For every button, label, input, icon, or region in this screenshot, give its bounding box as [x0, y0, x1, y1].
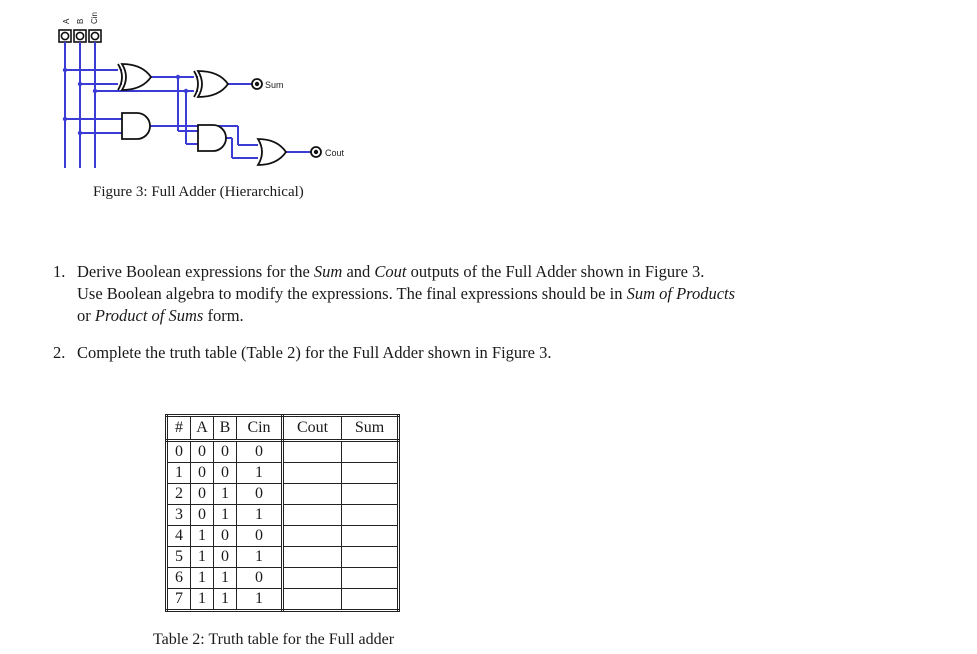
table-caption: Table 2: Truth table for the Full adder — [153, 631, 395, 648]
question-item — [53, 261, 873, 327]
question-text: form. — [203, 306, 244, 325]
cell-a: 1 — [191, 526, 214, 547]
cell-cin: 1 — [237, 547, 283, 568]
cell-a: 0 — [191, 463, 214, 484]
cell-b: 1 — [214, 484, 237, 505]
cell-a: 0 — [191, 484, 214, 505]
question-emphasis: Product of Sums — [94, 306, 204, 325]
question-number: 1. — [53, 262, 66, 281]
or-gate — [258, 139, 286, 165]
question-line — [77, 342, 873, 364]
question-text: or — [77, 306, 95, 325]
cell-sum[interactable] — [342, 526, 399, 547]
cell-b: 0 — [214, 526, 237, 547]
cell-sum[interactable] — [342, 505, 399, 526]
table-row — [167, 505, 399, 526]
cell-sum[interactable] — [342, 441, 399, 463]
question-emphasis: Sum of Products — [626, 284, 736, 303]
cell-a: 0 — [191, 505, 214, 526]
table-header-row — [167, 416, 399, 441]
cell-a: 1 — [191, 568, 214, 589]
xor-gate-1 — [118, 64, 151, 90]
cell-num: 5 — [167, 547, 191, 568]
cell-cout[interactable] — [283, 568, 342, 589]
input-label-b: B — [76, 18, 85, 24]
cell-cin: 0 — [237, 484, 283, 505]
cell-sum[interactable] — [342, 568, 399, 589]
cell-a: 0 — [191, 441, 214, 463]
truth-table — [165, 414, 400, 612]
header-cout: Cout — [283, 416, 342, 441]
cell-b: 1 — [214, 505, 237, 526]
figure-caption: Figure 3: Full Adder (Hierarchical) — [93, 184, 304, 200]
cell-b: 1 — [214, 568, 237, 589]
header-b: B — [214, 416, 237, 441]
question-text: Complete the truth table (Table 2) for the Full Adder shown in Figure 3. — [77, 343, 552, 362]
header-cin: Cin — [237, 416, 283, 441]
and-gate-1 — [122, 113, 150, 139]
input-label-cin: Cin — [90, 11, 99, 24]
cell-a: 1 — [191, 547, 214, 568]
cell-num: 2 — [167, 484, 191, 505]
cell-cin: 0 — [237, 441, 283, 463]
cell-cout[interactable] — [283, 463, 342, 484]
cell-b: 0 — [214, 441, 237, 463]
cell-b: 0 — [214, 547, 237, 568]
question-text: outputs of the Full Adder shown in Figure 3. — [406, 262, 705, 281]
table-row — [167, 526, 399, 547]
cell-num: 6 — [167, 568, 191, 589]
question-text: and — [342, 262, 375, 281]
output-label-cout: Cout — [325, 148, 345, 158]
cell-cout[interactable] — [283, 505, 342, 526]
cell-cin: 1 — [237, 505, 283, 526]
header-num: # — [167, 416, 191, 441]
question-text: Derive Boolean expressions for the — [77, 262, 314, 281]
output-pin-cout — [311, 147, 321, 157]
cell-cout[interactable] — [283, 589, 342, 611]
cell-cout[interactable] — [283, 441, 342, 463]
cell-sum[interactable] — [342, 589, 399, 611]
question-list — [53, 261, 873, 364]
cell-num: 7 — [167, 589, 191, 611]
cell-cout[interactable] — [283, 547, 342, 568]
cell-sum[interactable] — [342, 463, 399, 484]
cell-cin: 1 — [237, 463, 283, 484]
table-row — [167, 568, 399, 589]
question-line — [77, 305, 873, 327]
cell-cin: 0 — [237, 568, 283, 589]
question-line — [77, 283, 873, 305]
cell-num: 1 — [167, 463, 191, 484]
full-adder-circuit — [0, 0, 360, 182]
cell-a: 1 — [191, 589, 214, 611]
header-sum: Sum — [342, 416, 399, 441]
table-row — [167, 484, 399, 505]
cell-sum[interactable] — [342, 484, 399, 505]
table-row — [167, 463, 399, 484]
cell-num: 0 — [167, 441, 191, 463]
cell-sum[interactable] — [342, 547, 399, 568]
question-emphasis: Cout — [374, 262, 407, 281]
table-row — [167, 441, 399, 463]
output-label-sum: Sum — [265, 80, 284, 90]
input-pins — [59, 30, 101, 42]
cell-cout[interactable] — [283, 526, 342, 547]
question-emphasis: Sum — [313, 262, 343, 281]
output-pin-sum — [252, 79, 262, 89]
question-text: Use Boolean algebra to modify the expressions. The final expressions should be in — [77, 284, 627, 303]
xor-gate-2 — [194, 71, 228, 97]
question-item — [53, 342, 873, 364]
input-label-a: A — [62, 18, 71, 24]
question-line — [77, 261, 873, 283]
table-row — [167, 547, 399, 568]
header-a: A — [191, 416, 214, 441]
cell-cin: 1 — [237, 589, 283, 611]
cell-b: 0 — [214, 463, 237, 484]
cell-cin: 0 — [237, 526, 283, 547]
table-row — [167, 589, 399, 611]
question-number: 2. — [53, 343, 66, 362]
cell-b: 1 — [214, 589, 237, 611]
cell-cout[interactable] — [283, 484, 342, 505]
cell-num: 4 — [167, 526, 191, 547]
and-gate-2 — [198, 125, 226, 151]
cell-num: 3 — [167, 505, 191, 526]
